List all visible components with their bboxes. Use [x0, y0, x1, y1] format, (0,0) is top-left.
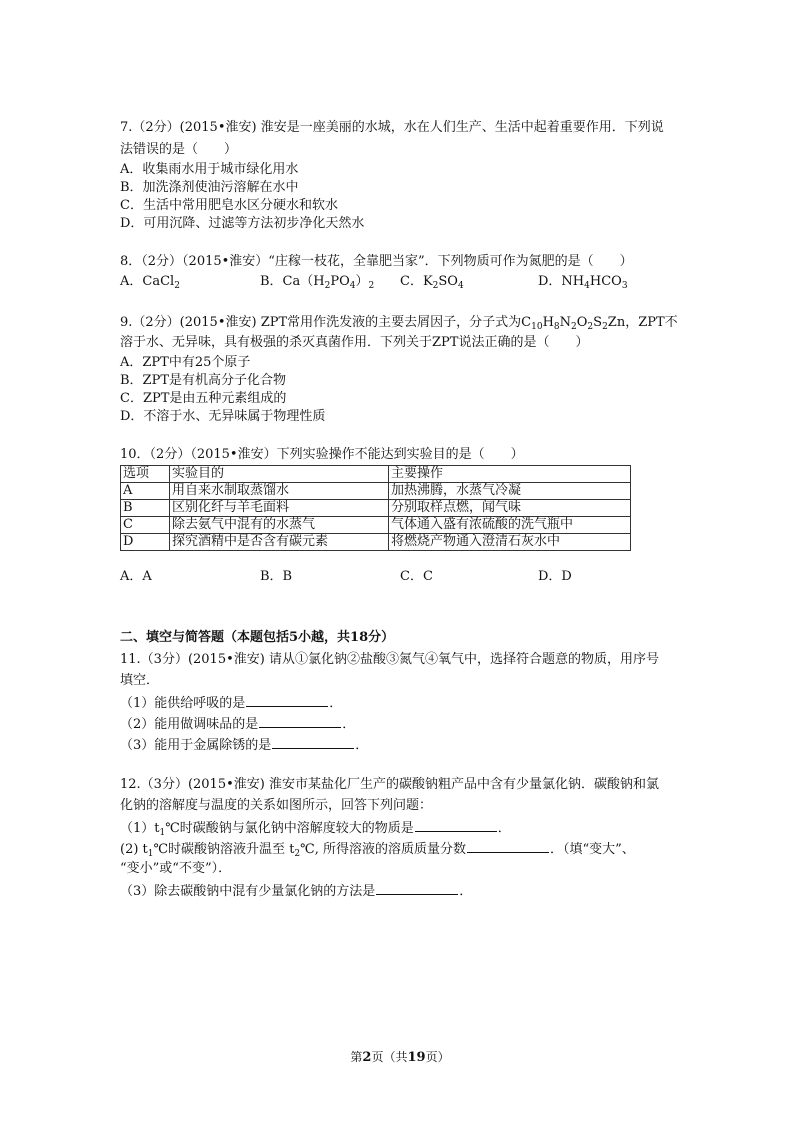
q11-stem-line1: 11.（3分）(2015•淮安) 请从①氯化钠②盐酸③氮气④氧气中，选择符合题意的物质，用序号: [120, 652, 659, 667]
q11-stem-line2: 填空．: [120, 673, 160, 688]
q12-sub2-line2: “变小”或“不变”）．: [120, 861, 232, 876]
answer-blank[interactable]: [376, 881, 458, 895]
q8-option-b: B．$Ca(H_2PO_4)_2$: [260, 274, 375, 291]
q12-stem-line1: 12.（3分）(2015•淮安) 淮安市某盐化厂生产的碳酸钠粗产品中含有少量氯化钠．碳酸钠和氯: [120, 777, 659, 792]
q10-answer-a: A．A: [120, 569, 152, 584]
q12-sub2-line1: (2) $t_1℃$时碳酸钠溶液升温至 $t_2℃$, 所得溶液的溶质质量分数 ．（填“变大”、: [120, 839, 635, 859]
q12-sub3: （3）除去碳酸钠中混有少量氯化钠的方法是 ．: [120, 881, 472, 901]
q10-answer-b: B．B: [260, 569, 293, 584]
answer-blank[interactable]: [259, 714, 341, 728]
answer-blank[interactable]: [272, 735, 354, 749]
table-cell: 将燃烧产物通入澄清石灰水中: [389, 534, 631, 551]
table-cell: C: [121, 517, 170, 534]
q7-option-c: C．生活中常用肥皂水区分硬水和软水: [120, 198, 338, 213]
q10-answer-d: D．D: [538, 569, 572, 584]
page-footer: 第2页（共19页）: [350, 1050, 450, 1065]
q9-option-d: D．不溶于水、无异味属于物理性质: [120, 409, 326, 424]
q11-sub2: （2）能用做调味品的是 ．: [120, 714, 355, 734]
q7-stem-line2: 法错误的是（ ）: [120, 142, 238, 157]
q7-option-d: D．可用沉降、过滤等方法初步净化天然水: [120, 216, 365, 231]
q9-option-b: B．ZPT是有机高分子化合物: [120, 373, 287, 388]
table-cell: 探究酒精中是否含有碳元素: [170, 534, 389, 551]
table-cell: A: [121, 483, 170, 500]
table-cell: 气体通入盛有浓硫酸的洗气瓶中: [389, 517, 631, 534]
q11-sub1: （1）能供给呼吸的是 ．: [120, 693, 342, 713]
table-cell: 分别取样点燃，闻气味: [389, 500, 631, 517]
table-cell: 用自来水制取蒸馏水: [170, 483, 389, 500]
table-row: [121, 517, 631, 534]
q12-sub1: $(1)t_1℃$时碳酸钠与氯化钠中溶解度较大的物质是 ．: [120, 818, 511, 838]
table-row: [121, 534, 631, 551]
q7-stem-line1: 7.（2分）(2015•淮安) 淮安是一座美丽的水城，水在人们生产、生活中起着重要作用．下列说: [120, 120, 664, 135]
q9-stem-line1: 9.（2分）(2015•淮安) ZPT常用作洗发液的主要去屑因子，分子式为$C_{10}H_8N_2O_2S_2Zn$，ZPT不: [120, 315, 678, 332]
q9-option-c: C．ZPT是由五种元素组成的: [120, 391, 287, 406]
table-header-row: [121, 466, 631, 483]
table-cell: B: [121, 500, 170, 517]
table-cell: 除去氨气中混有的水蒸气: [170, 517, 389, 534]
q7-option-b: B．加洗涤剂使油污溶解在水中: [120, 180, 299, 195]
q9-option-a: A．ZPT中有25个原子: [120, 355, 251, 370]
q10-answer-c: C．C: [400, 569, 433, 584]
table-cell: D: [121, 534, 170, 551]
answer-blank[interactable]: [246, 693, 328, 707]
section-heading: 二、填空与简答题（本题包括5小越，共18分）: [120, 630, 395, 645]
answer-blank[interactable]: [467, 839, 549, 853]
table-header-cell: 实验目的: [170, 466, 389, 483]
q8-stem: 8．（2分）（2015•淮安）“庄稼一枝花，全靠肥当家”．下列物质可作为氮肥的是（ ）: [120, 254, 633, 269]
q10-stem: 10．（2分）（2015•淮安）下列实验操作不能达到实验目的是（ ）: [120, 447, 524, 462]
q8-option-c: C．$K_2SO_4$: [400, 274, 464, 291]
answer-blank[interactable]: [415, 818, 497, 832]
q8-option-a: A．CaCl$_2$: [120, 274, 180, 291]
table-cell: 区别化纤与羊毛面料: [170, 500, 389, 517]
q10-table: [120, 465, 631, 551]
q12-stem-line2: 化钠的溶解度与温度的关系如图所示，回答下列问题：: [120, 798, 433, 813]
q8-option-d: D．$NH_4HCO_3$: [538, 274, 628, 291]
q7-option-a: A．收集雨水用于城市绿化用水: [120, 162, 299, 177]
table-row: [121, 483, 631, 500]
table-row: [121, 500, 631, 517]
q9-stem-line2: 溶于水、无异味，具有极强的杀灭真菌作用．下列关于ZPT说法正确的是（ ）: [120, 335, 589, 350]
table-header-cell: 主要操作: [389, 466, 631, 483]
q11-sub3: （3）能用于金属除锈的是 ．: [120, 735, 368, 755]
table-cell: 加热沸腾，水蒸气冷凝: [389, 483, 631, 500]
table-header-cell: 选项: [121, 466, 170, 483]
